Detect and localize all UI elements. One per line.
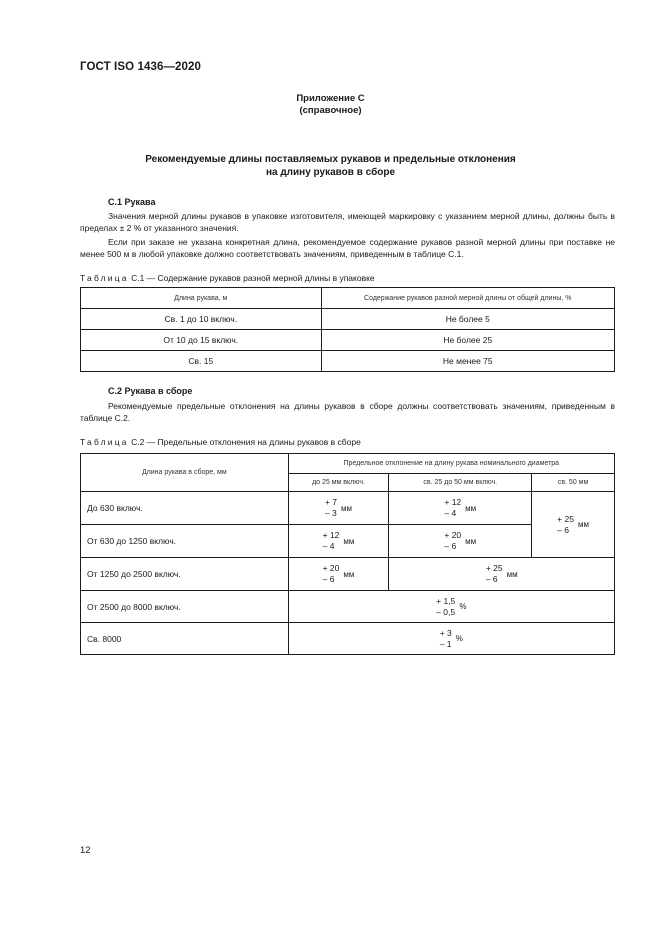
- header-content: Содержание рукавов разной мерной длины от общей длины, %: [321, 288, 614, 309]
- table-row: [81, 558, 615, 591]
- unit: %: [455, 634, 463, 643]
- minus-value: – 6: [485, 574, 498, 584]
- appendix-subtitle: (справочное): [299, 105, 362, 116]
- table-row: [81, 309, 615, 330]
- section-c2-heading: С.2 Рукава в сборе: [108, 386, 193, 396]
- main-title-line2: на длину рукавов в сборе: [265, 167, 396, 178]
- cell-length: От 10 до 15 включ.: [81, 330, 322, 351]
- unit: мм: [577, 520, 589, 529]
- cell-tolerance: [288, 558, 389, 591]
- cell-length: От 630 до 1250 включ.: [81, 525, 289, 558]
- table-header-row: [81, 454, 615, 474]
- table-row: [81, 330, 615, 351]
- plus-value: + 20: [322, 563, 340, 573]
- page-number: 12: [80, 845, 91, 856]
- tolerance-values: [325, 497, 337, 519]
- minus-value: – 6: [557, 524, 569, 535]
- header-col-upto25: до 25 мм включ.: [288, 474, 389, 492]
- plus-value: + 3: [439, 627, 452, 638]
- unit: мм: [341, 503, 353, 513]
- unit: мм: [343, 536, 355, 546]
- header-length: Длина рукава в сборе, мм: [81, 454, 289, 492]
- table-row: [81, 591, 615, 623]
- tolerance-values: [440, 628, 452, 650]
- plus-value: + 12: [322, 530, 340, 540]
- minus-value: – 0,5: [436, 606, 456, 617]
- document-header: ГОСТ ISO 1436—2020: [80, 61, 202, 73]
- unit: мм: [506, 569, 518, 579]
- minus-value: – 3: [324, 508, 337, 518]
- header-col-25to50: св. 25 до 50 мм включ.: [389, 474, 532, 492]
- paragraph-text: Если при заказе не указана конкретная длина, рекомендуемое содержание рукавов разной мерной длины при поставке не менее 500 м в любой упаковке должно соответствовать значениям, приведенным в таблице С.1.: [80, 237, 615, 260]
- table-row: [81, 623, 615, 655]
- cell-tolerance-merged: [288, 623, 614, 655]
- unit: мм: [343, 569, 355, 579]
- cell-length: От 1250 до 2500 включ.: [81, 558, 289, 591]
- cell-tolerance: [288, 492, 389, 525]
- cell-content: Не менее 75: [321, 351, 614, 372]
- table-row: [81, 492, 615, 525]
- section-c1-paragraph-1: [80, 210, 615, 235]
- appendix-title: Приложение С: [296, 93, 365, 104]
- plus-value: + 20: [444, 530, 462, 540]
- plus-value: + 25: [485, 563, 503, 573]
- tolerance-values: [486, 563, 503, 585]
- plus-value: + 7: [324, 497, 338, 507]
- minus-value: – 1: [439, 638, 452, 649]
- tolerance-values: [444, 497, 461, 519]
- cell-tolerance-merged: [389, 558, 615, 591]
- plus-value: + 25: [557, 513, 574, 524]
- cell-tolerance: [288, 525, 389, 558]
- main-title-line1: Рекомендуемые длины поставляемых рукавов и предельные отклонения: [145, 154, 516, 165]
- cell-content: Не более 5: [321, 309, 614, 330]
- cell-length: Св. 1 до 10 включ.: [81, 309, 322, 330]
- section-c1-heading: С.1 Рукава: [108, 197, 156, 207]
- cell-content: Не более 25: [321, 330, 614, 351]
- table1-caption: [80, 273, 375, 283]
- minus-value: – 4: [322, 541, 335, 551]
- plus-value: + 1,5: [436, 595, 456, 606]
- table-row: [81, 351, 615, 372]
- caption-text: С.2 — Предельные отклонения на длины рукавов в сборе: [128, 437, 361, 447]
- tolerance-values: [557, 514, 574, 536]
- table2-caption: [80, 437, 361, 447]
- caption-word: Таблица: [80, 437, 129, 447]
- header-length: Длина рукава, м: [81, 288, 322, 309]
- caption-word: Таблица: [80, 273, 129, 283]
- cell-length: Св. 8000: [81, 623, 289, 655]
- unit: мм: [465, 503, 477, 513]
- cell-tolerance-merged: [532, 492, 615, 558]
- minus-value: – 6: [322, 574, 335, 584]
- tolerance-values: [323, 530, 340, 552]
- minus-value: – 4: [444, 508, 457, 518]
- unit: %: [459, 602, 467, 611]
- paragraph-text: Значения мерной длины рукавов в упаковке изготовителя, имеющей маркировку с указанием мерной длины, должны быть в пределах ± 2 % от указанного значения.: [80, 211, 615, 234]
- tolerance-values: [436, 596, 455, 618]
- section-c2-paragraph-1: [80, 400, 615, 425]
- table-header-row: [81, 288, 615, 309]
- unit: мм: [465, 536, 477, 546]
- minus-value: – 6: [444, 541, 457, 551]
- plus-value: + 12: [444, 497, 462, 507]
- cell-tolerance-merged: [288, 591, 614, 623]
- cell-length: От 2500 до 8000 включ.: [81, 591, 289, 623]
- tolerance-values: [444, 530, 461, 552]
- cell-tolerance: [389, 492, 532, 525]
- header-col-over50: св. 50 мм: [532, 474, 615, 492]
- caption-text: С.1 — Содержание рукавов разной мерной длины в упаковке: [128, 273, 375, 283]
- cell-tolerance: [389, 525, 532, 558]
- section-c1-paragraph-2: [80, 236, 615, 261]
- paragraph-text: Рекомендуемые предельные отклонения на длины рукавов в сборе должны соответствовать значениям, приведенным в таблице С.2.: [80, 401, 615, 424]
- cell-length: До 630 включ.: [81, 492, 289, 525]
- cell-length: Св. 15: [81, 351, 322, 372]
- table-c1: [80, 287, 615, 372]
- tolerance-values: [323, 563, 340, 585]
- header-group: Предельное отклонение на длину рукава номинального диаметра: [288, 454, 614, 474]
- table-c2: [80, 453, 615, 655]
